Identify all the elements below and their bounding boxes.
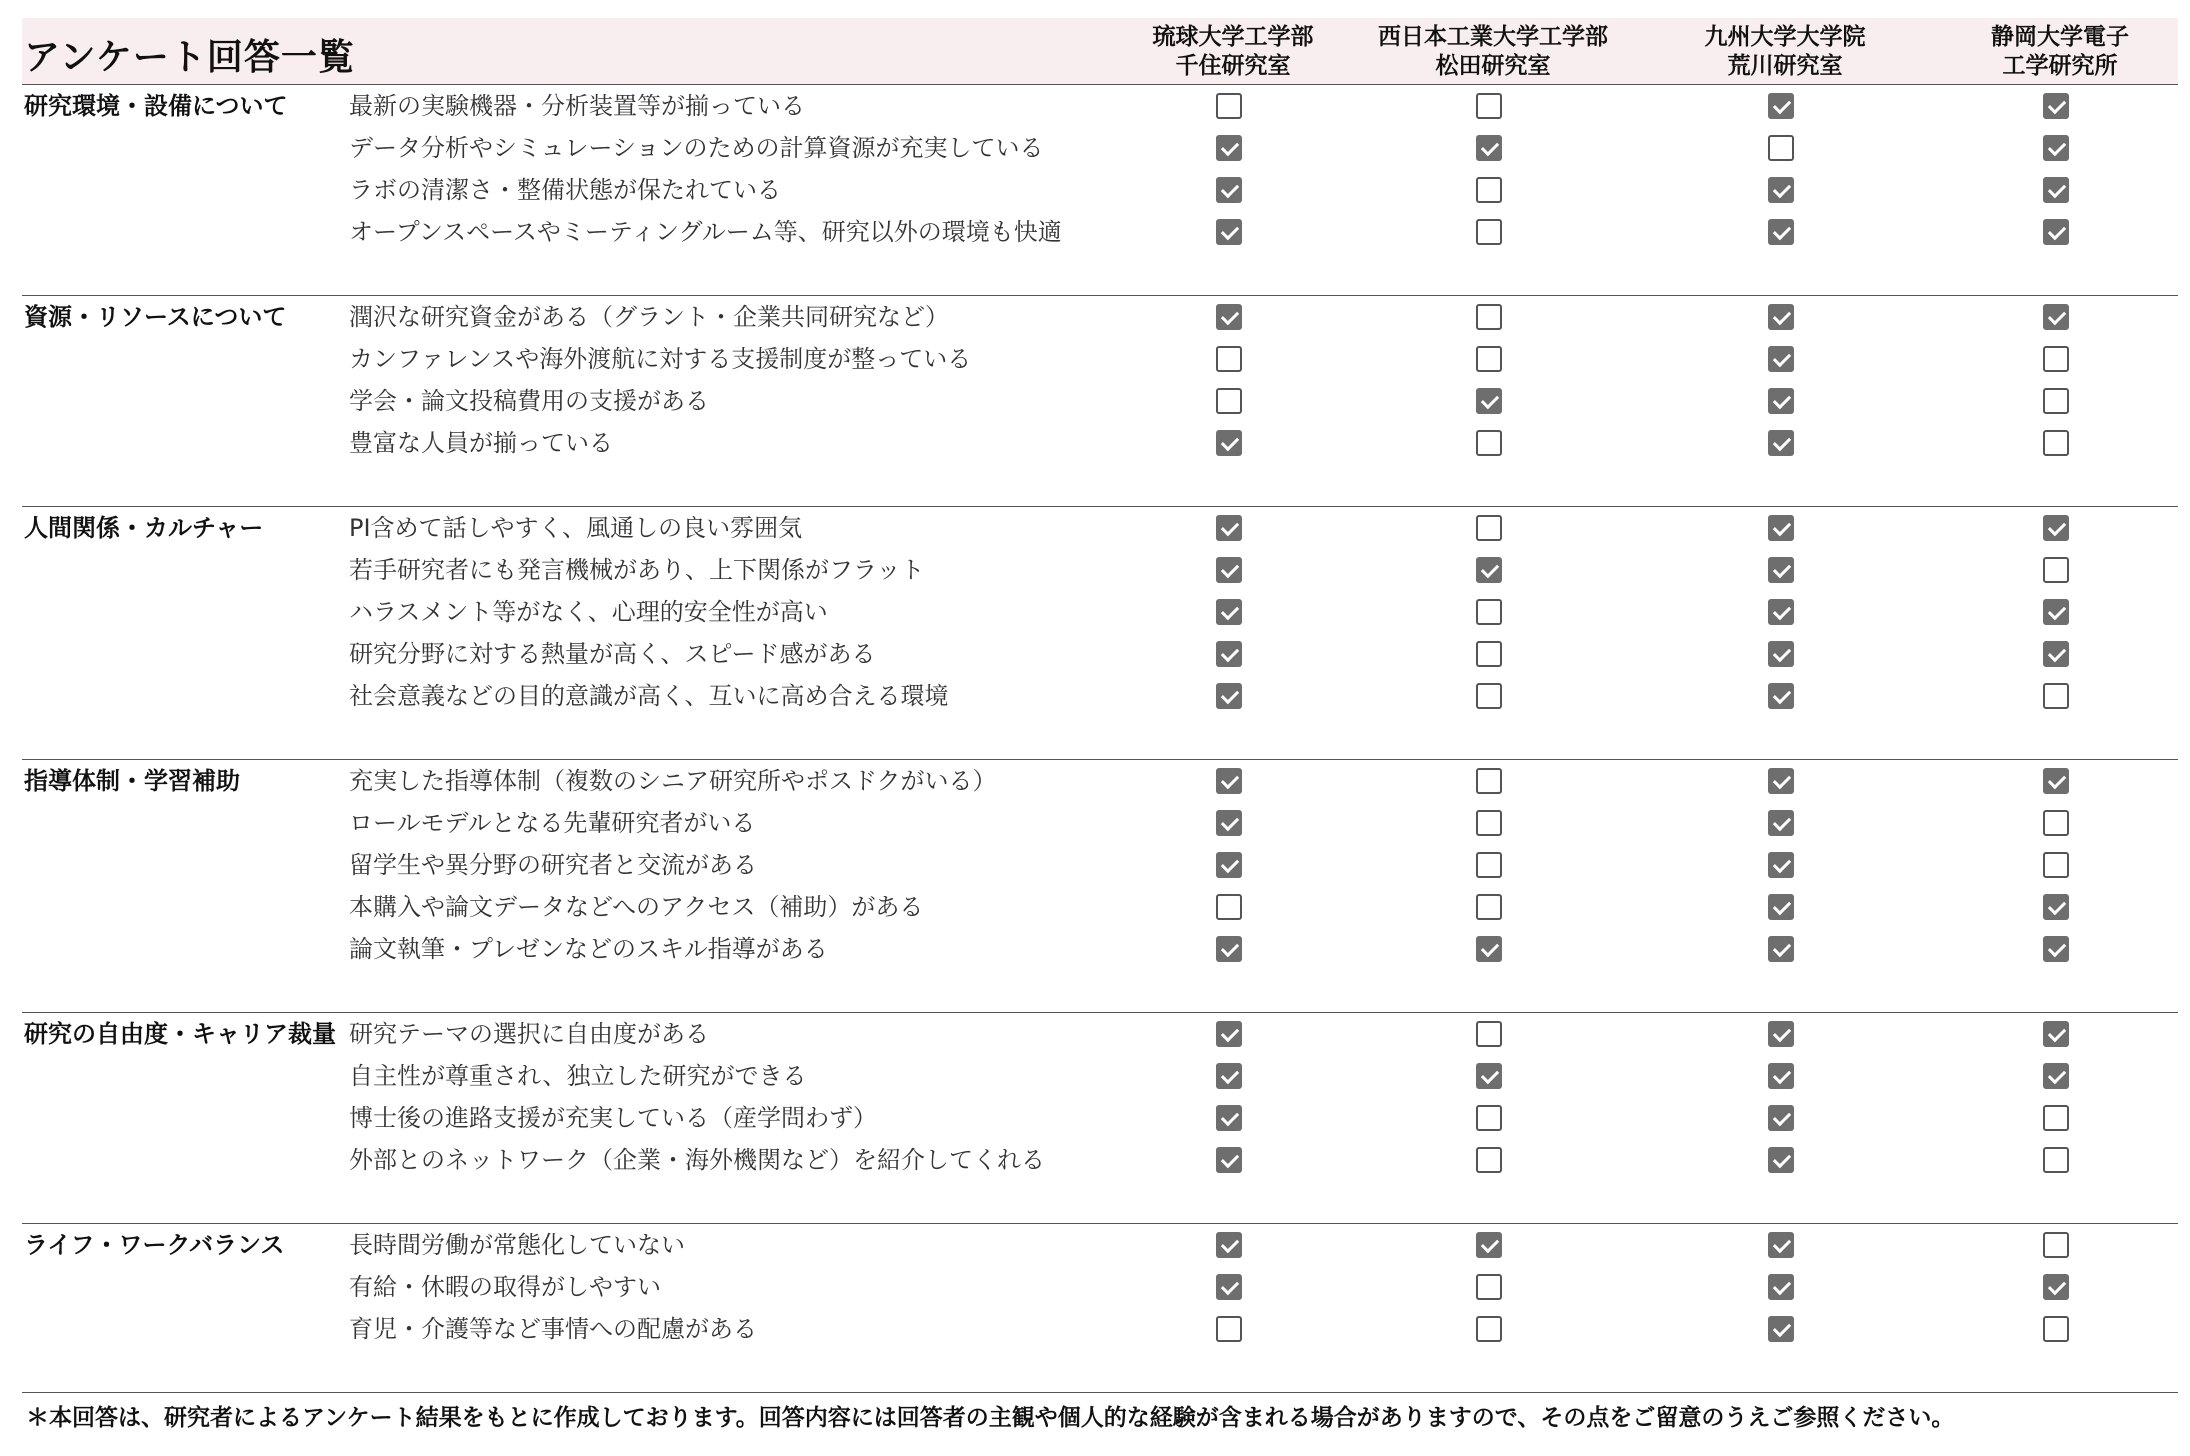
checkbox-checked[interactable] <box>1216 430 1242 456</box>
survey-item-label: 本購入や論文データなどへのアクセス（補助）がある <box>349 893 924 921</box>
checkbox-unchecked[interactable] <box>1476 641 1502 667</box>
checkbox-checked[interactable] <box>2043 1021 2069 1047</box>
checkbox-checked[interactable] <box>1216 936 1242 962</box>
survey-item-label: データ分析やシミュレーションのための計算資源が充実している <box>349 134 1044 162</box>
survey-item-label: 社会意義などの目的意識が高く、互いに高め合える環境 <box>349 682 949 710</box>
survey-item-label: 自主性が尊重され、独立した研究ができる <box>349 1062 807 1090</box>
survey-item-label: 論文執筆・プレゼンなどのスキル指導がある <box>349 935 828 963</box>
survey-item-label: 長時間労働が常態化していない <box>349 1231 685 1259</box>
checkbox-checked[interactable] <box>2043 515 2069 541</box>
column-header-line2: 工学研究所 <box>2002 53 2118 79</box>
page-title: アンケート回答一覧 <box>24 37 355 78</box>
checkbox-checked[interactable] <box>1216 852 1242 878</box>
survey-item-label: カンファレンスや海外渡航に対する支援制度が整っている <box>349 345 972 373</box>
checkbox-checked[interactable] <box>1768 936 1794 962</box>
checkbox-checked[interactable] <box>1768 93 1794 119</box>
survey-item-label: ハラスメント等がなく、心理的安全性が高い <box>349 598 828 626</box>
survey-table-body <box>22 85 2178 1392</box>
checkbox-checked[interactable] <box>1476 135 1502 161</box>
checkbox-checked[interactable] <box>2043 304 2069 330</box>
survey-section <box>22 295 2178 506</box>
survey-item-label: ロールモデルとなる先輩研究者がいる <box>349 809 756 837</box>
checkbox-unchecked[interactable] <box>1476 1147 1502 1173</box>
checkbox-checked[interactable] <box>1768 177 1794 203</box>
checkbox-checked[interactable] <box>1216 1232 1242 1258</box>
checkbox-checked[interactable] <box>1216 641 1242 667</box>
checkbox-checked[interactable] <box>1216 515 1242 541</box>
survey-row <box>22 127 2178 169</box>
survey-row <box>22 507 2178 549</box>
checkbox-checked[interactable] <box>1768 894 1794 920</box>
section-category: 指導体制・学習補助 <box>24 767 240 795</box>
checkbox-checked[interactable] <box>2043 641 2069 667</box>
survey-row <box>22 549 2178 591</box>
survey-item-label: 豊富な人員が揃っている <box>349 429 613 457</box>
checkbox-checked[interactable] <box>1768 1105 1794 1131</box>
survey-row <box>22 591 2178 633</box>
checkbox-checked[interactable] <box>1476 1063 1502 1089</box>
checkbox-checked[interactable] <box>1768 852 1794 878</box>
section-spacer <box>22 717 2178 759</box>
survey-page <box>22 18 2178 1432</box>
column-header-shizuoka <box>1915 23 2190 81</box>
survey-section <box>22 85 2178 295</box>
checkbox-unchecked[interactable] <box>1476 1105 1502 1131</box>
checkbox-unchecked[interactable] <box>2043 430 2069 456</box>
section-spacer <box>22 253 2178 295</box>
checkbox-unchecked[interactable] <box>1476 1316 1502 1342</box>
checkbox-unchecked[interactable] <box>2043 852 2069 878</box>
survey-item-label: 留学生や異分野の研究者と交流がある <box>349 851 757 879</box>
checkbox-checked[interactable] <box>1768 1232 1794 1258</box>
checkbox-checked[interactable] <box>2043 177 2069 203</box>
survey-item-label: 若手研究者にも発言機械があり、上下関係がフラット <box>349 556 925 584</box>
column-header-nishinippon <box>1348 23 1638 81</box>
checkbox-unchecked[interactable] <box>1476 894 1502 920</box>
section-category: 資源・リソースについて <box>24 303 287 331</box>
checkbox-checked[interactable] <box>2043 135 2069 161</box>
checkbox-checked[interactable] <box>1476 557 1502 583</box>
checkbox-checked[interactable] <box>1768 1316 1794 1342</box>
checkbox-checked[interactable] <box>2043 768 2069 794</box>
section-category: 研究の自由度・キャリア裁量 <box>24 1020 336 1048</box>
checkbox-unchecked[interactable] <box>1216 346 1242 372</box>
survey-row <box>22 844 2178 886</box>
checkbox-unchecked[interactable] <box>1476 1274 1502 1300</box>
survey-row <box>22 85 2178 127</box>
survey-item-label: 充実した指導体制（複数のシニア研究所やポスドクがいる） <box>349 767 997 795</box>
survey-item-label: 有給・休暇の取得がしやすい <box>349 1273 661 1301</box>
checkbox-unchecked[interactable] <box>1216 388 1242 414</box>
checkbox-checked[interactable] <box>1216 768 1242 794</box>
checkbox-unchecked[interactable] <box>2043 1232 2069 1258</box>
checkbox-checked[interactable] <box>2043 894 2069 920</box>
survey-item-label: 博士後の進路支援が充実している（産学問わず） <box>349 1104 877 1132</box>
survey-row <box>22 1055 2178 1097</box>
checkbox-checked[interactable] <box>2043 93 2069 119</box>
survey-item-label: 学会・論文投稿費用の支援がある <box>349 387 709 415</box>
column-header-line2: 松田研究室 <box>1435 53 1551 79</box>
survey-section <box>22 1012 2178 1223</box>
column-header-line1: 西日本工業大学工学部 <box>1378 24 1608 50</box>
checkbox-unchecked[interactable] <box>1476 683 1502 709</box>
section-spacer <box>22 464 2178 506</box>
section-category: ライフ・ワークバランス <box>24 1231 285 1259</box>
survey-row <box>22 169 2178 211</box>
checkbox-checked[interactable] <box>1768 1063 1794 1089</box>
checkbox-checked[interactable] <box>1216 1021 1242 1047</box>
survey-row <box>22 380 2178 422</box>
checkbox-checked[interactable] <box>1476 936 1502 962</box>
checkbox-checked[interactable] <box>1216 1063 1242 1089</box>
checkbox-checked[interactable] <box>1216 135 1242 161</box>
checkbox-checked[interactable] <box>1476 388 1502 414</box>
checkbox-checked[interactable] <box>1768 430 1794 456</box>
checkbox-unchecked[interactable] <box>1216 894 1242 920</box>
checkbox-checked[interactable] <box>1216 177 1242 203</box>
checkbox-unchecked[interactable] <box>1476 1021 1502 1047</box>
column-header-line1: 琉球大学工学部 <box>1152 24 1314 50</box>
checkbox-checked[interactable] <box>1216 557 1242 583</box>
survey-row <box>22 1266 2178 1308</box>
survey-section <box>22 506 2178 759</box>
survey-row <box>22 296 2178 338</box>
survey-item-label: 最新の実験機器・分析装置等が揃っている <box>349 92 805 120</box>
checkbox-checked[interactable] <box>1768 557 1794 583</box>
checkbox-checked[interactable] <box>1768 388 1794 414</box>
section-category: 研究環境・設備について <box>24 92 288 120</box>
checkbox-checked[interactable] <box>1768 346 1794 372</box>
survey-row <box>22 675 2178 717</box>
checkbox-checked[interactable] <box>1476 1232 1502 1258</box>
checkbox-checked[interactable] <box>1216 1147 1242 1173</box>
survey-row <box>22 211 2178 253</box>
footnote: ＊本回答は、研究者によるアンケート結果をもとに作成しております。回答内容には回答者の主観や個人的な経験が含まれる場合がありますので、その点をご留意のうえご参照ください。 <box>22 1392 2178 1432</box>
section-spacer <box>22 970 2178 1012</box>
checkbox-checked[interactable] <box>1768 219 1794 245</box>
survey-row <box>22 1308 2178 1350</box>
checkbox-unchecked[interactable] <box>2043 346 2069 372</box>
checkbox-checked[interactable] <box>2043 599 2069 625</box>
checkbox-checked[interactable] <box>1216 683 1242 709</box>
checkbox-unchecked[interactable] <box>1476 93 1502 119</box>
checkbox-checked[interactable] <box>1768 768 1794 794</box>
checkbox-checked[interactable] <box>1768 1021 1794 1047</box>
survey-row <box>22 338 2178 380</box>
survey-row <box>22 760 2178 802</box>
section-spacer <box>22 1181 2178 1223</box>
checkbox-unchecked[interactable] <box>2043 810 2069 836</box>
checkbox-checked[interactable] <box>1216 1105 1242 1131</box>
checkbox-checked[interactable] <box>1768 1147 1794 1173</box>
survey-row <box>22 1224 2178 1266</box>
survey-section <box>22 759 2178 1012</box>
checkbox-checked[interactable] <box>1216 219 1242 245</box>
checkbox-unchecked[interactable] <box>1768 135 1794 161</box>
checkbox-checked[interactable] <box>2043 1063 2069 1089</box>
checkbox-unchecked[interactable] <box>1476 219 1502 245</box>
checkbox-checked[interactable] <box>2043 1274 2069 1300</box>
checkbox-checked[interactable] <box>1768 641 1794 667</box>
checkbox-checked[interactable] <box>1768 810 1794 836</box>
survey-item-label: オープンスペースやミーティングルーム等、研究以外の環境も快適 <box>349 218 1062 246</box>
checkbox-unchecked[interactable] <box>1476 599 1502 625</box>
checkbox-unchecked[interactable] <box>1216 1316 1242 1342</box>
checkbox-checked[interactable] <box>1216 1274 1242 1300</box>
column-header-line1: 九州大学大学院 <box>1704 24 1866 50</box>
section-spacer <box>22 1350 2178 1392</box>
column-header-line2: 千住研究室 <box>1175 53 1291 79</box>
checkbox-unchecked[interactable] <box>2043 1105 2069 1131</box>
survey-row <box>22 633 2178 675</box>
column-header-line2: 荒川研究室 <box>1727 53 1843 79</box>
checkbox-checked[interactable] <box>1216 304 1242 330</box>
checkbox-unchecked[interactable] <box>2043 1147 2069 1173</box>
survey-item-label: 外部とのネットワーク（企業・海外機関など）を紹介してくれる <box>349 1146 1045 1174</box>
checkbox-unchecked[interactable] <box>1476 852 1502 878</box>
checkbox-checked[interactable] <box>1216 599 1242 625</box>
survey-row <box>22 886 2178 928</box>
survey-section <box>22 1223 2178 1392</box>
survey-row <box>22 422 2178 464</box>
table-header <box>22 18 2178 85</box>
checkbox-checked[interactable] <box>1768 304 1794 330</box>
checkbox-unchecked[interactable] <box>1476 810 1502 836</box>
checkbox-checked[interactable] <box>2043 936 2069 962</box>
survey-row <box>22 1097 2178 1139</box>
checkbox-unchecked[interactable] <box>1476 346 1502 372</box>
checkbox-unchecked[interactable] <box>2043 1316 2069 1342</box>
survey-row <box>22 1139 2178 1181</box>
checkbox-unchecked[interactable] <box>2043 683 2069 709</box>
survey-item-label: 研究分野に対する熱量が高く、スピード感がある <box>349 640 876 668</box>
survey-item-label: 育児・介護等など事情への配慮がある <box>349 1315 757 1343</box>
checkbox-unchecked[interactable] <box>2043 557 2069 583</box>
survey-row <box>22 928 2178 970</box>
checkbox-unchecked[interactable] <box>1476 430 1502 456</box>
survey-item-label: 研究テーマの選択に自由度がある <box>349 1020 709 1048</box>
checkbox-checked[interactable] <box>1768 515 1794 541</box>
checkbox-unchecked[interactable] <box>1216 93 1242 119</box>
column-header-ryukyu <box>1088 23 1378 81</box>
checkbox-checked[interactable] <box>1768 683 1794 709</box>
checkbox-checked[interactable] <box>2043 219 2069 245</box>
survey-item-label: 潤沢な研究資金がある（グラント・企業共同研究など） <box>349 303 949 331</box>
survey-row <box>22 802 2178 844</box>
column-header-kyushu <box>1640 23 1930 81</box>
checkbox-unchecked[interactable] <box>1476 515 1502 541</box>
checkbox-checked[interactable] <box>1768 1274 1794 1300</box>
survey-item-label: ラボの清潔さ・整備状態が保たれている <box>349 176 781 204</box>
checkbox-unchecked[interactable] <box>1476 304 1502 330</box>
column-header-line1: 静岡大学電子 <box>1991 24 2129 50</box>
checkbox-unchecked[interactable] <box>1476 768 1502 794</box>
survey-row <box>22 1013 2178 1055</box>
survey-item-label: PI含めて話しやすく、風通しの良い雰囲気 <box>349 514 803 542</box>
checkbox-checked[interactable] <box>1216 810 1242 836</box>
section-category: 人間関係・カルチャー <box>24 514 264 542</box>
checkbox-unchecked[interactable] <box>2043 388 2069 414</box>
checkbox-checked[interactable] <box>1768 599 1794 625</box>
checkbox-unchecked[interactable] <box>1476 177 1502 203</box>
